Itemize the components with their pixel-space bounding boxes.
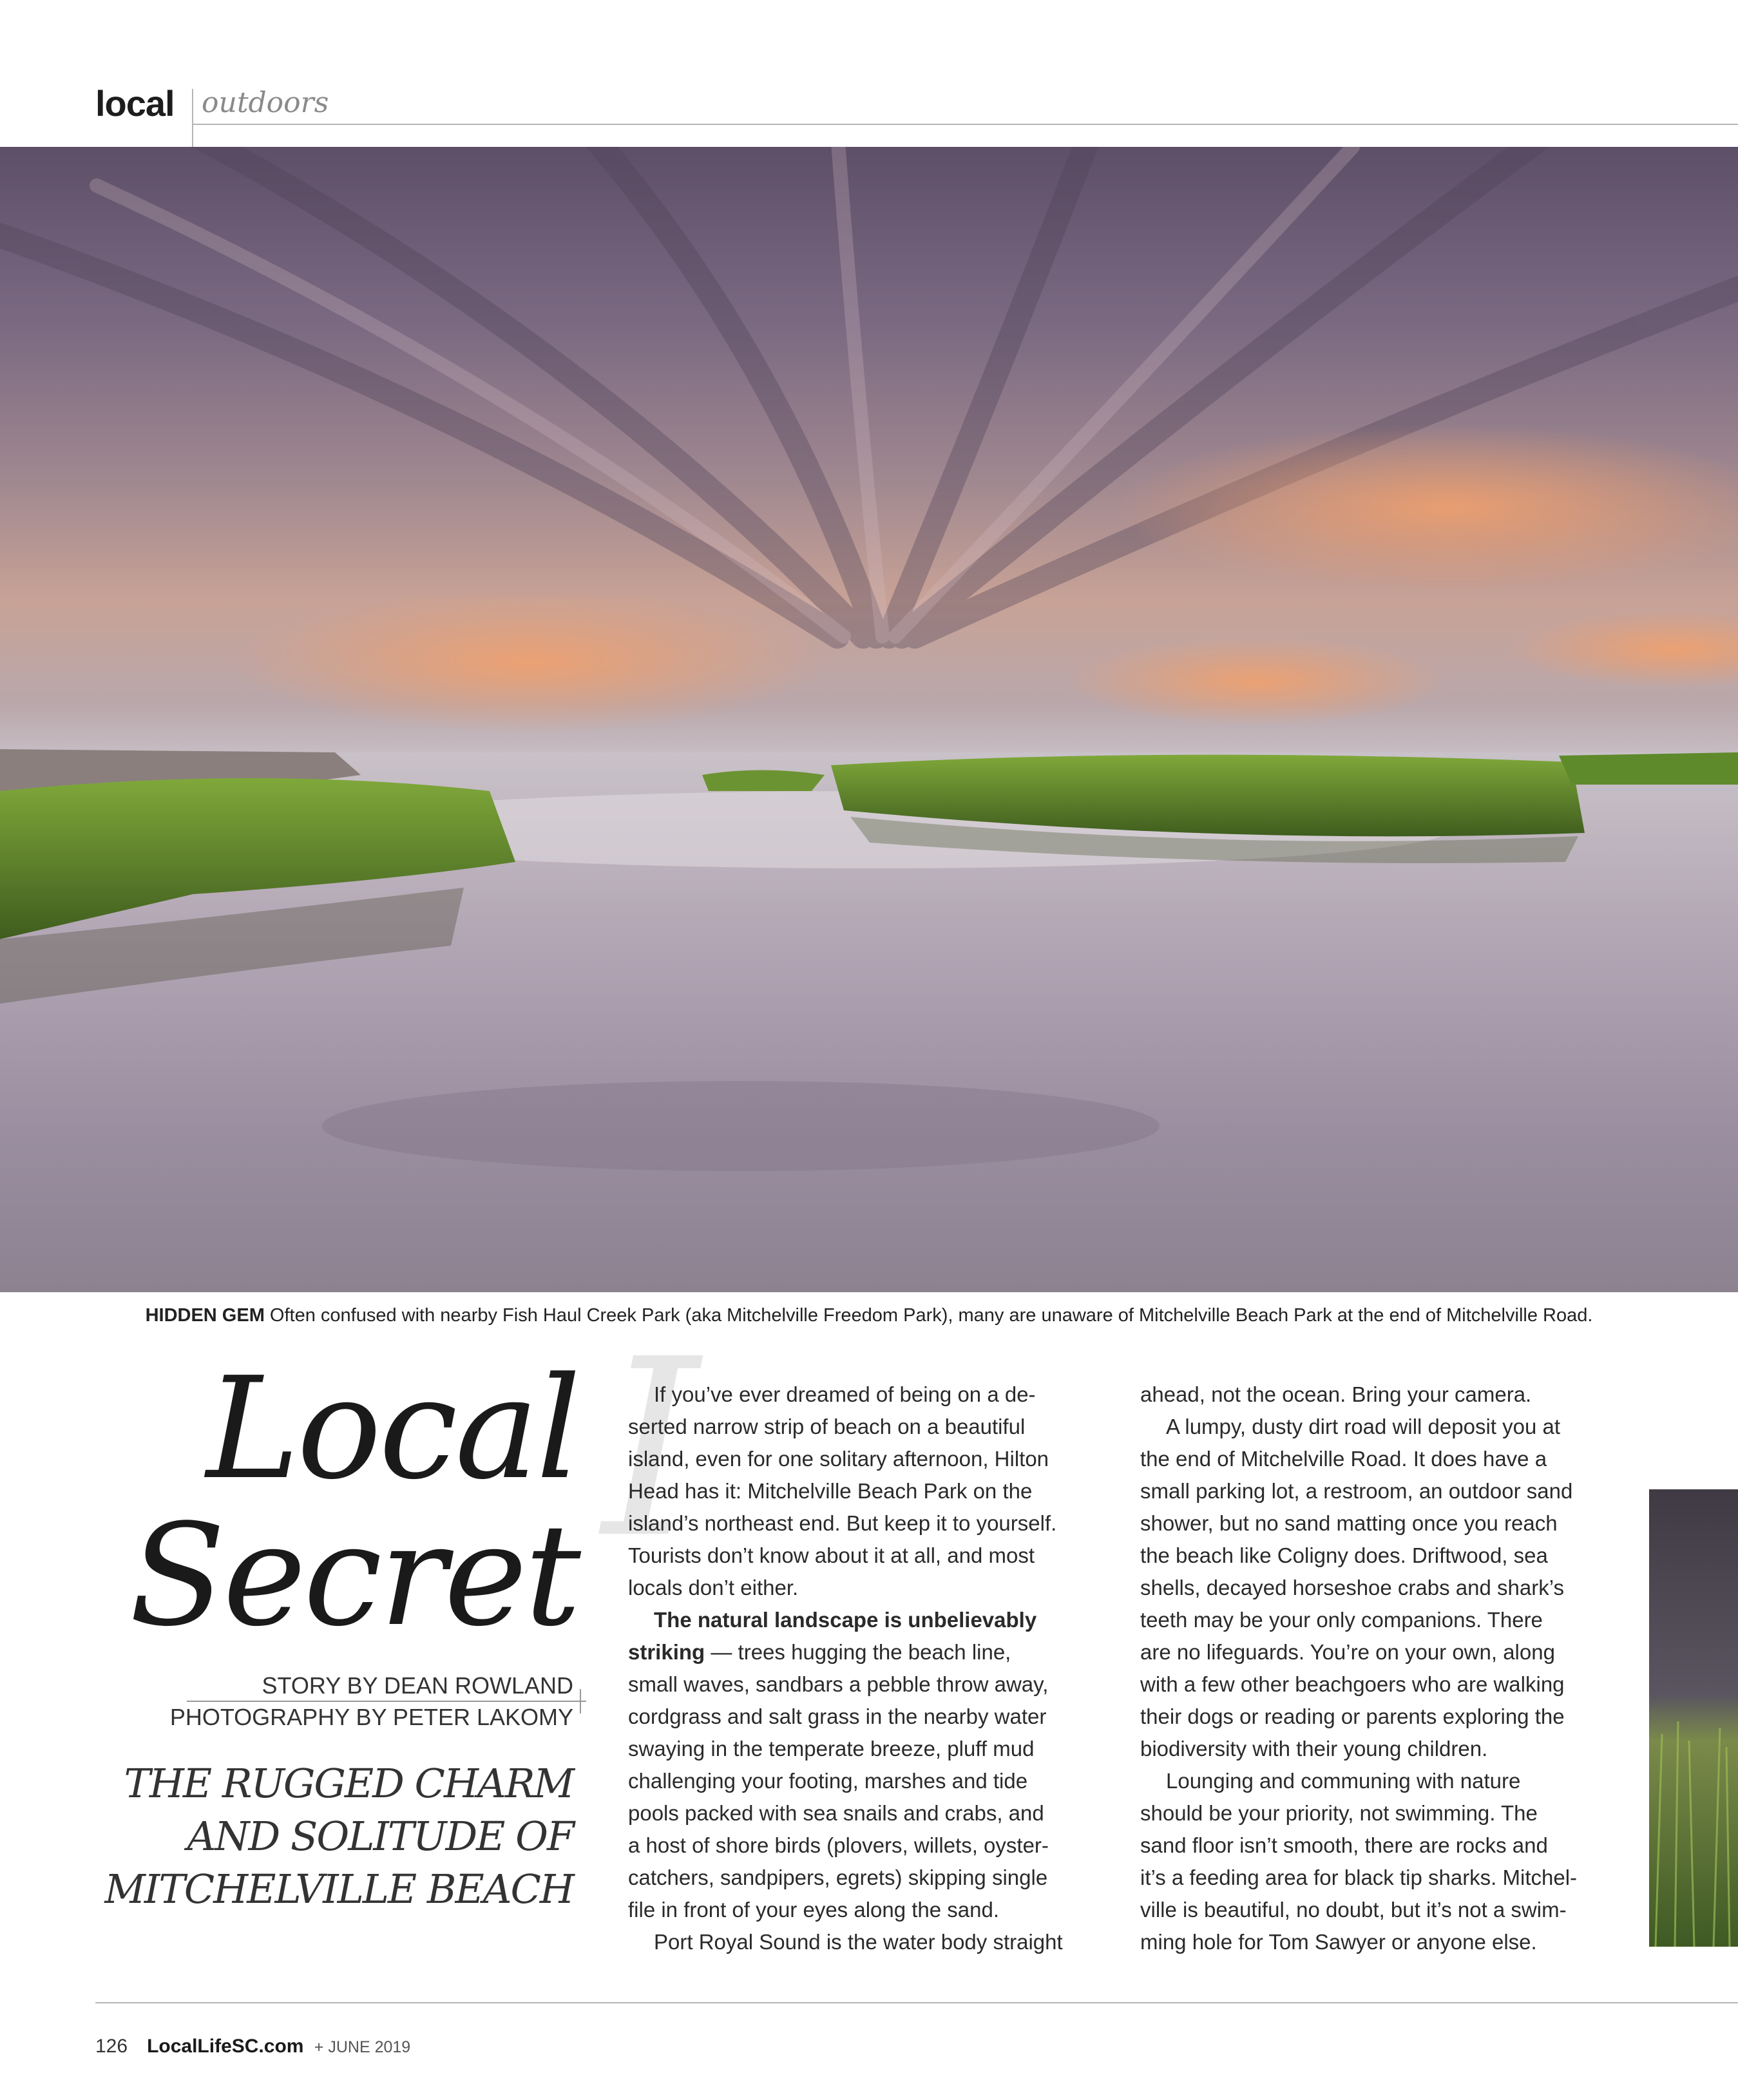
body-line: their dogs or reading or parents exploring the xyxy=(1140,1704,1565,1728)
body-bold-run: striking xyxy=(628,1640,705,1664)
drop-cap: I xyxy=(602,1306,700,1592)
byline-rule xyxy=(187,1701,580,1702)
header-rule xyxy=(192,124,1738,125)
body-line: teeth may be your only companions. There xyxy=(1140,1608,1543,1632)
body-line: serted narrow strip of beach on a beautiful xyxy=(628,1415,1026,1438)
body-line: small parking lot, a restroom, an outdoor sand xyxy=(1140,1479,1573,1503)
body-line: A lumpy, dusty dirt road will deposit you at xyxy=(1166,1415,1561,1438)
footer-rule xyxy=(95,2002,1738,2003)
body-line: shells, decayed horseshoe crabs and shark’s xyxy=(1140,1576,1564,1599)
body-column-1 xyxy=(628,1379,1105,1958)
byline-story: STORY BY DEAN ROWLAND xyxy=(262,1672,573,1699)
body-line-bold: The natural landscape is unbelievably xyxy=(654,1608,1037,1632)
body-line: shower, but no sand matting once you reach xyxy=(1140,1511,1558,1535)
body-line: file in front of your eyes along the sand. xyxy=(628,1898,1000,1922)
page-footer xyxy=(95,2036,410,2057)
body-line: a host of shore birds (plovers, willets, oyster- xyxy=(628,1833,1049,1857)
issue-date: + JUNE 2019 xyxy=(314,2038,411,2056)
body-line: with a few other beachgoers who are walking xyxy=(1140,1672,1565,1696)
body-line: should be your priority, not swimming. The xyxy=(1140,1801,1538,1825)
body-line: sand floor isn’t smooth, there are rocks and xyxy=(1140,1833,1548,1857)
body-line: biodiversity with their young children. xyxy=(1140,1737,1488,1761)
body-line: swaying in the temperate breeze, pluff mud xyxy=(628,1737,1035,1761)
brand-logo: local xyxy=(95,83,175,124)
deck-line-2: AND SOLITUDE OF xyxy=(187,1813,573,1860)
caption-lead: HIDDEN GEM xyxy=(145,1305,265,1326)
body-line: Lounging and communing with nature xyxy=(1166,1769,1521,1793)
body-line: Port Royal Sound is the water body straight xyxy=(654,1930,1063,1954)
body-line: pools packed with sea snails and crabs, and xyxy=(628,1801,1044,1825)
deck-line-1: THE RUGGED CHARM xyxy=(124,1760,573,1807)
body-line: ville is beautiful, no doubt, but it’s not a swim- xyxy=(1140,1898,1567,1922)
article-deck xyxy=(104,1757,573,1916)
article-title xyxy=(129,1348,578,1657)
byline-photo: PHOTOGRAPHY BY PETER LAKOMY xyxy=(169,1704,573,1730)
body-line: the end of Mitchelville Road. It does have a xyxy=(1140,1447,1547,1471)
body-line: island, even for one solitary afternoon, Hilton xyxy=(628,1447,1049,1471)
deck-line-3: MITCHELVILLE BEACH xyxy=(104,1866,573,1913)
body-line: island’s northeast end. But keep it to yourself. xyxy=(628,1511,1057,1535)
body-line: Head has it: Mitchelville Beach Park on the xyxy=(628,1479,1033,1503)
body-line: small waves, sandbars a pebble throw away, xyxy=(628,1672,1049,1696)
body-line: ahead, not the ocean. Bring your camera. xyxy=(1140,1382,1532,1406)
body-column-2 xyxy=(1140,1379,1617,1958)
body-line: Tourists don’t know about it at all, and most xyxy=(628,1543,1035,1567)
hero-photo xyxy=(0,147,1738,1292)
body-line: locals don’t either. xyxy=(628,1576,799,1599)
byline-tick-horizontal xyxy=(573,1701,586,1702)
photo-caption xyxy=(0,1305,1738,1326)
body-line: If you’ve ever dreamed of being on a de- xyxy=(654,1382,1036,1406)
page-number: 126 xyxy=(95,2036,128,2057)
body-line: it’s a feeding area for black tip sharks. Mitchel- xyxy=(1140,1866,1578,1889)
title-line-2: Secret xyxy=(129,1494,578,1657)
section-label: outdoors xyxy=(202,86,329,119)
body-line: catchers, sandpipers, egrets) skipping single xyxy=(628,1866,1048,1889)
side-photo-sliver xyxy=(1649,1489,1738,1947)
title-line-1: Local xyxy=(206,1348,578,1511)
caption-text: Often confused with nearby Fish Haul Creek Park (aka Mitchelville Freedom Park), many are unaware of Mitchelville Beach Park at the end of Mitchelville Road. xyxy=(264,1305,1593,1326)
body-line: cordgrass and salt grass in the nearby water xyxy=(628,1704,1047,1728)
body-line: challenging your footing, marshes and tide xyxy=(628,1769,1028,1793)
body-run: — trees hugging the beach line, xyxy=(705,1640,1011,1664)
site-name: LocalLifeSC.com xyxy=(147,2036,304,2057)
body-line: are no lifeguards. You’re on your own, along xyxy=(1140,1640,1555,1664)
body-line: the beach like Coligny does. Driftwood, sea xyxy=(1140,1543,1548,1567)
body-line: ming hole for Tom Sawyer or anyone else. xyxy=(1140,1930,1537,1954)
body-line xyxy=(628,1636,1105,1668)
